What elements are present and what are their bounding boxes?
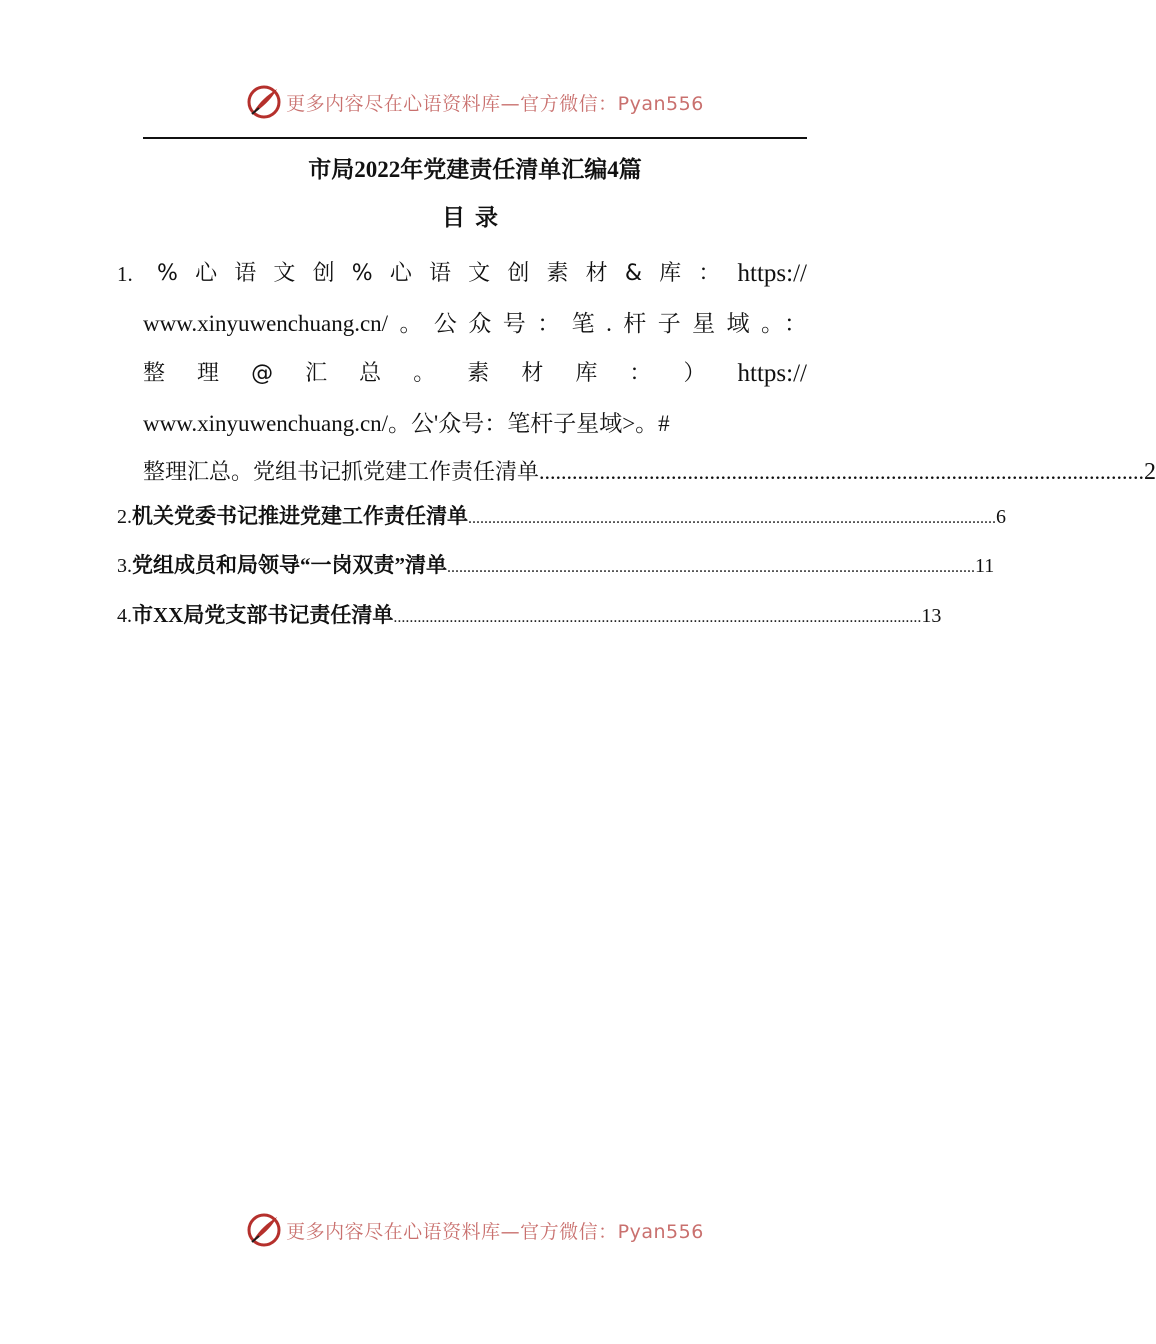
footer-watermark-banner: [0, 1210, 950, 1250]
toc-leader-dots: ....................................................................................................................................: [468, 510, 996, 527]
toc-entry-1-line-3: 整 理 @ 汇 总 。 素 材 库 ： ） https://: [143, 360, 807, 387]
toc-entry-3[interactable]: [117, 549, 995, 589]
toc-entry-number: 3.: [117, 555, 132, 577]
toc-page-number: 11: [975, 555, 995, 577]
toc-entry-1-line-1: % 心 语 文 创 % 心 语 文 创 素 材 & 库 ： https://: [157, 260, 807, 287]
toc-leader-dots: ....................................................................................................................................: [393, 609, 922, 626]
toc-entry-number: 1.: [117, 262, 133, 286]
toc-leader-dots: ....................................................................................................................................: [447, 559, 975, 576]
toc-entry-label: 机关党委书记推进党建工作责任清单: [132, 504, 468, 528]
toc-entry-label: 整理汇总。党组书记抓党建工作责任清单: [143, 460, 540, 485]
toc-page-number: 2: [1144, 459, 1156, 485]
toc-entry-label: 党组成员和局领导“一岗双责”清单: [132, 553, 447, 577]
toc-entry-1-line-2: www.xinyuwenchuang.cn/。公众号：笔.杆子星域。：: [143, 311, 807, 336]
document-title: 市局2022年党建责任清单汇编4篇: [308, 157, 642, 182]
footer-watermark-text: 更多内容尽在心语资料库—官方微信：Pyan556: [286, 1220, 704, 1243]
header-watermark-banner: [0, 82, 950, 122]
toc-entry-2[interactable]: [117, 500, 1006, 540]
toc-entry-label: 市XX局党支部书记责任清单: [132, 603, 394, 627]
toc-entry-4[interactable]: [117, 599, 942, 639]
toc-entry-1-line-4: www.xinyuwenchuang.cn/。公'众号：笔杆子星域>。#: [143, 411, 670, 436]
toc-entry-number: 2.: [117, 506, 132, 528]
toc-leader-dots: ..............................................................................................................: [539, 459, 1145, 484]
header-rule: [143, 137, 807, 139]
toc-page-number: 6: [996, 506, 1006, 528]
header-watermark-text: 更多内容尽在心语资料库—官方微信：Pyan556: [286, 92, 704, 115]
toc-heading: 目录: [442, 204, 508, 231]
toc-page-number: 13: [921, 605, 942, 627]
toc-entry-1-line-5: [143, 448, 1156, 496]
quill-logo-icon: [246, 84, 282, 120]
toc-entry-number: 4.: [117, 605, 132, 627]
quill-logo-icon: [246, 1212, 282, 1248]
